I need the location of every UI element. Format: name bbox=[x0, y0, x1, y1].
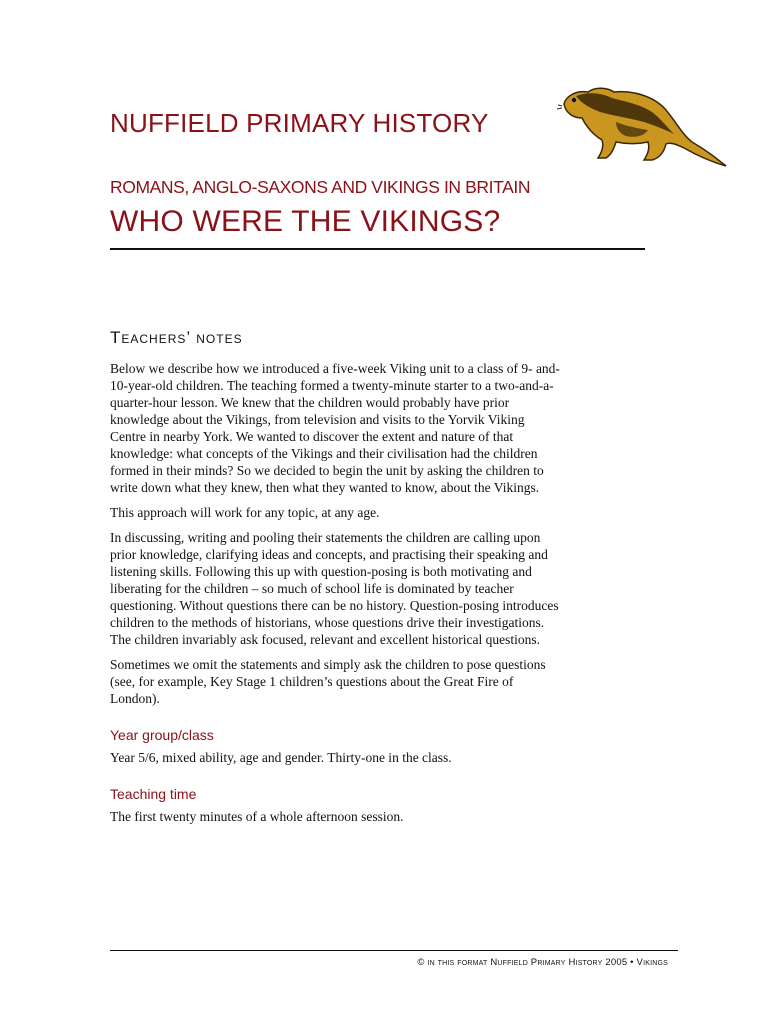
paragraph: This approach will work for any topic, at any age. bbox=[110, 505, 380, 520]
subsection-heading-teaching-time: Teaching time bbox=[110, 786, 197, 802]
footer-copyright: © in this format Nuffield Primary History 2005 • Vikings bbox=[417, 957, 668, 968]
paragraph: Sometimes we omit the statements and simply ask the children to pose questions (see, for example, Key Stage 1 children’s questions about the Great Fire of London). bbox=[110, 657, 546, 706]
paragraph: Below we describe how we introduced a five-week Viking unit to a class of 9- and-10-year-old children. The teaching formed a twenty-minute starter to a two-and-a-quarter-hour lesson. We knew that the children would probably have prior knowledge about the Vikings, from television and visits to the Yorvik Viking Centre in nearby York. We wanted to discover the extent and nature of that knowledge: what concepts of the Vikings and their civilisation had the children formed in their minds? So we decided to begin the unit by asking the children to write down what they knew, then what they wanted to know, about the Vikings. bbox=[110, 361, 560, 495]
subsection-text-year-group: Year 5/6, mixed ability, age and gender. Thirty-one in the class. bbox=[110, 750, 452, 765]
brand-title: NUFFIELD PRIMARY HISTORY bbox=[110, 108, 489, 138]
otter-logo-icon bbox=[556, 82, 728, 168]
section-heading: Teachers’ notes bbox=[110, 328, 243, 347]
subsection-heading-year-group: Year group/class bbox=[110, 727, 214, 743]
footer-divider bbox=[110, 950, 678, 951]
series-title: ROMANS, ANGLO-SAXONS AND VIKINGS IN BRITAIN bbox=[110, 177, 531, 197]
paragraph: In discussing, writing and pooling their statements the children are calling upon prior knowledge, clarifying ideas and concepts, and practising their speaking and listening skills. Following this up with question-posing is both motivating and liberating for the children – so much of school life is dominated by teacher questioning. Without questions there can be no history. Question-posing introduces children to the methods of historians, whose questions drive their investigations. The children invariably ask focused, relevant and excellent historical questions. bbox=[110, 530, 559, 647]
body-text bbox=[110, 360, 560, 833]
title-divider bbox=[110, 248, 645, 250]
page-title: WHO WERE THE VIKINGS? bbox=[110, 205, 501, 238]
subsection-text-teaching-time: The first twenty minutes of a whole afternoon session. bbox=[110, 809, 404, 824]
